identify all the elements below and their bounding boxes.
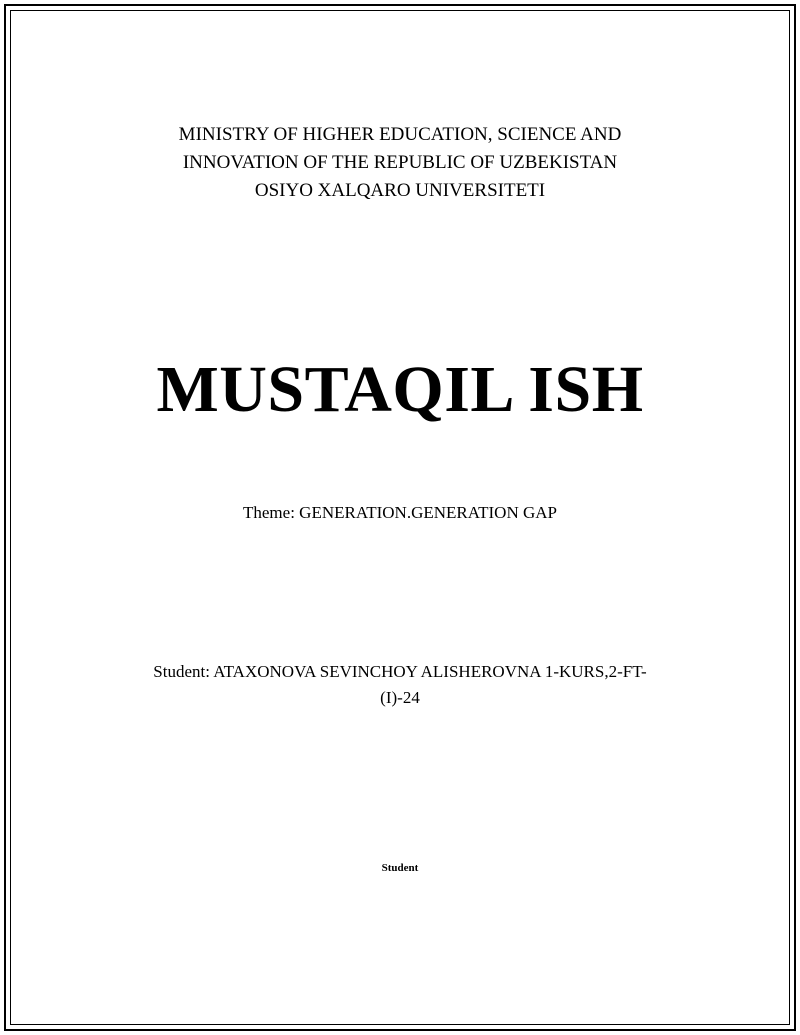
document-title: MUSTAQIL ISH	[156, 353, 644, 426]
university-name: OSIYO XALQARO UNIVERSITETI	[254, 180, 546, 201]
ministry-line-2: INNOVATION OF THE REPUBLIC OF UZBEKISTAN	[182, 152, 618, 173]
ministry-header	[0, 121, 800, 205]
student-info	[120, 659, 680, 711]
student-info-line-2: (I)-24	[380, 688, 420, 707]
ministry-line-1: MINISTRY OF HIGHER EDUCATION, SCIENCE AND	[178, 124, 622, 145]
theme-line: Theme: GENERATION.GENERATION GAP	[243, 503, 557, 522]
student-info-line-1: Student: ATAXONOVA SEVINCHOY ALISHEROVNA 1-KURS,2-FT-	[153, 662, 647, 681]
student-label: Student	[381, 862, 419, 874]
